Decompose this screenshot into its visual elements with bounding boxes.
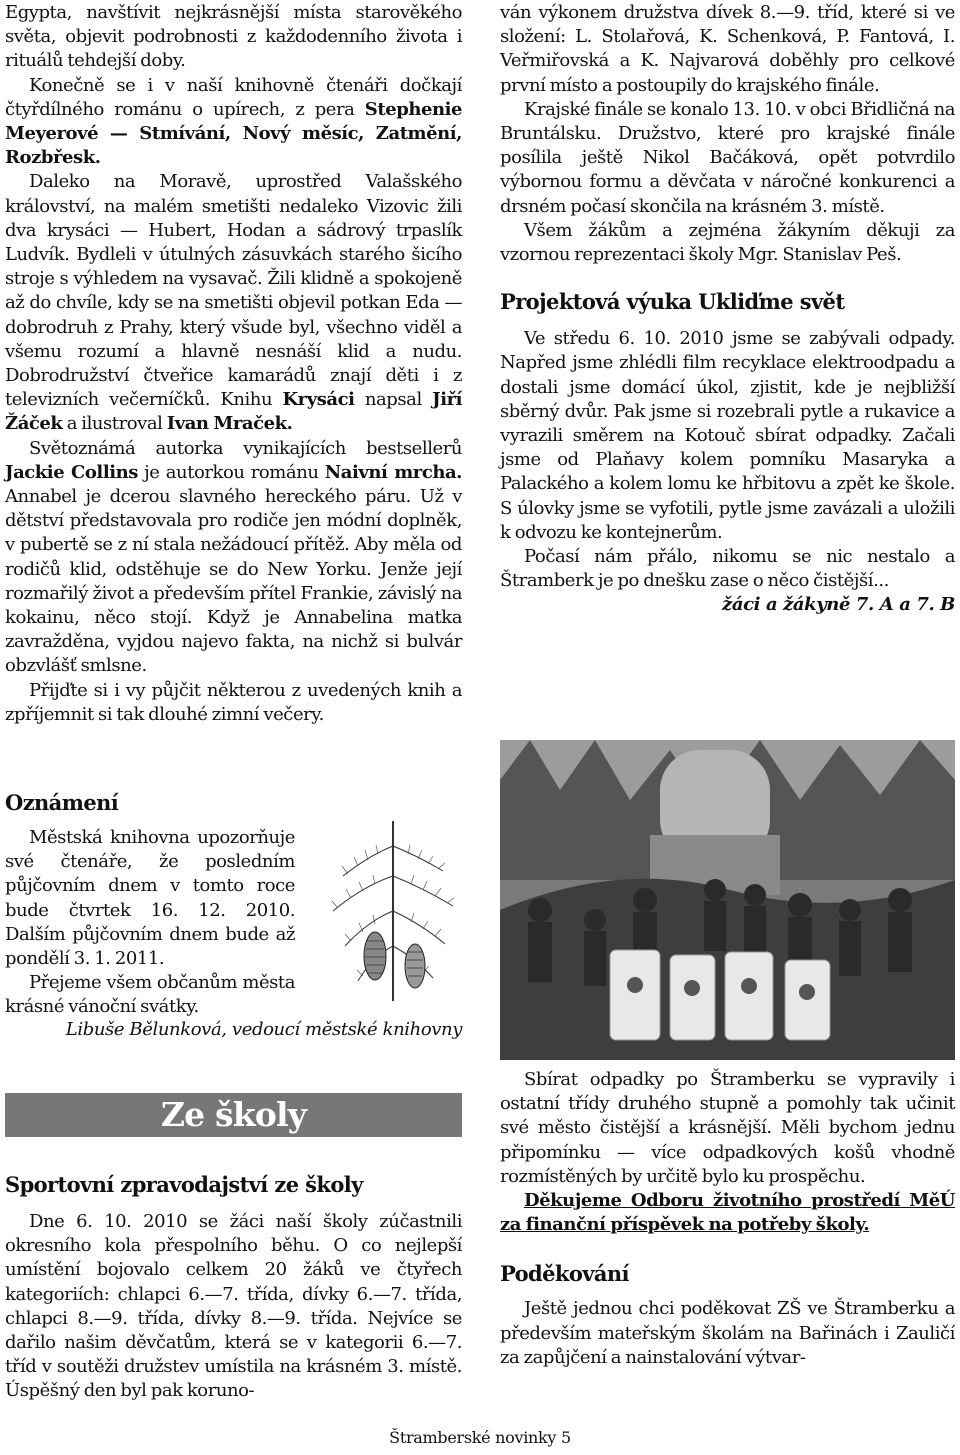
library-p3-text-3: Annabel je dcerou slavného hereckého páru. Už v dětství představovala pro rodiče jen módní doplněk, v pubertě se z ní stala nežádoucí přítěž. Aby měla od rodičů klid, odstěhuje se do New Yorku. Jenže její rozmařilý život a především přítel Frankie, závislý na kokainu, něco stojí. Když je Annabelina matka zavražděna, vyjdou najevo fakta, na nichž si bulvár obzvlášť smlsne.: [5, 486, 462, 677]
library-p2-text-3: a ilustroval: [62, 413, 167, 435]
sport-section: [5, 1172, 462, 1404]
project-paragraph-1: Ve středu 6. 10. 2010 jsme se zabývali odpady. Napřed jsme zhlédli film recyklace elektroodpadu a dostali jsme domácí úkol, zjistit, kde je nejbližší sběrný dvůr. Pak jsme si rozebrali pytle a rukavice a vyrazili směrem na Kotouč sbírat odpadky. Začali jsme od Plaňavy kolem pomníku Masaryka a Palackého a kolem lomu ke hřbitovu a zpět ke škole. S úlovky jsme se vyfotili, pytle jsme zavázali a uložili k odvozu ke kontejnerům.: [500, 328, 955, 543]
library-paragraph-4: Přijďte si i vy půjčit některou z uvedených knih a zpříjemnit si tak dlouhé zimní večery.: [5, 679, 462, 725]
library-p1-text: Konečně se i v naší knihovně čtenáři dočkají čtyřdílného románu o upírech, z pera: [5, 74, 462, 120]
illustrator-name-mracek: Ivan Mraček.: [166, 413, 293, 435]
sport-heading: Sportovní zpravodajství ze školy: [5, 1172, 363, 1197]
project-signature-text: žáci a žákyně 7. A a 7. B: [722, 594, 955, 616]
page-footer: Štramberské novinky 5: [389, 1428, 571, 1447]
author-name-collins: Jackie Collins: [5, 461, 138, 483]
notice-paragraph-1: Městská knihovna upozorňuje své čtenáře, že posledním půjčovním dnem v tomto roce bude čtvrtek 16. 12. 2010. Dalším půjčovním dnem bude až pondělí 3. 1. 2011.: [5, 827, 295, 970]
notice-body: [5, 826, 295, 1020]
project-signature: [500, 593, 955, 617]
notice-heading: Oznámení: [5, 790, 119, 815]
library-p1-titles: Stephenie Meyerové — Stmívání, Nový měsíc, Zatmění, Rozbřesk.: [5, 98, 462, 169]
project-thanks-note: Děkujeme Odboru životního prostředí MěÚ za finanční příspěvek na potřeby školy.: [500, 1190, 955, 1236]
library-paragraph-2: [5, 170, 462, 436]
project-heading: Projektová výuka Ukliďme svět: [500, 289, 845, 315]
notice-signature: Libuše Bělunková, vedoucí městské knihovny: [65, 1019, 462, 1040]
author-name-zacek: Jiří Žáček: [5, 389, 463, 435]
sport-paragraph-2: Krajské finále se konalo 13. 10. v obci Břidličná na Bruntálsku. Družstvo, které pro krajské finále posílila ještě Nikol Bačáková, opět potvrdilo výbornou formu a děvčata v náročné konkurenci a drsném počasí skončila na krásném 3. místě.: [500, 98, 955, 217]
book-title-krysaci: Krysáci: [282, 389, 355, 411]
project-paragraph-3: Sbírat odpadky po Štramberku se vypravily i ostatní třídy druhého stupně a pomohly tak učinit své město čistější a krásnější. Měli bychom jednu připomínku — více odpadkových košů vhodně rozmístěných by určitě bylo ku prospěchu.: [500, 1069, 955, 1187]
thanks-heading: Poděkování: [500, 1261, 629, 1287]
group-photo: [500, 740, 955, 1060]
book-title-naivni-mrcha: Naivní mrcha.: [324, 461, 462, 483]
sport-paragraph-1: Dne 6. 10. 2010 se žáci naší školy zúčastnili okresního kola přespolního běhu. O co nejlepší umístění bojovalo celkem 20 žáků ve čtyřech kategoriích: chlapci 6.—7. třída, dívky 6.—7. třída, chlapci 8.—9. třída, dívky 8.—9. třída. Nejvíce se dařilo našim děvčatům, která se v kategorii 6.—7. tříd v soutěži družstev umístila na krásném 3. místě. Úspěšný den byl pak koruno-: [5, 1211, 462, 1402]
library-p2-text-2: napsal: [354, 389, 433, 411]
library-p3-text: Světoznámá autorka vynikajících bestsellerů: [29, 437, 462, 459]
right-column: [500, 0, 955, 617]
left-column: [5, 0, 462, 727]
library-p3-text-2: je autorkou románu: [137, 461, 325, 483]
library-paragraph-1: [5, 74, 462, 171]
notice-section: [5, 790, 462, 1040]
library-paragraph-0: Egypta, navštívit nejkrásnější místa starověkého světa, objevit podrobnosti z každodenního života i rituálů tehdejší doby.: [5, 2, 462, 72]
right-bottom-column: [500, 1068, 955, 1370]
project-paragraph-2: Počasí nám přálo, nikomu se nic nestalo a Štramberk je po dnešku zase o něco čistější...: [500, 546, 955, 592]
school-banner-title: Ze školy: [160, 1095, 307, 1134]
sport-paragraph-3: Všem žákům a zejména žákyním děkuji za vzornou reprezentaci školy Mgr. Stanislav Peš.: [500, 219, 955, 266]
thanks-paragraph-1: Ještě jednou chci poděkovat ZŠ ve Štramberku a především mateřským školám na Bařinách i Zauličí za zapůjčení a nainstalování výtvar-: [500, 1298, 955, 1368]
library-paragraph-3: [5, 437, 462, 679]
school-section-banner: [5, 1093, 462, 1137]
group-photo-image: [500, 740, 955, 1060]
notice-paragraph-2: Přejeme všem občanům města krásné vánoční svátky.: [5, 972, 295, 1018]
sport-paragraph-1-continued: ván výkonem družstva dívek 8.—9. tříd, které si ve složení: L. Stolařová, K. Schenková, P. Fantová, I. Veřmiřovská a K. Najvarová doběhly pro celkové první místo a postoupily do krajského finále.: [500, 2, 955, 96]
library-p2-text: Daleko na Moravě, uprostřed Valašského království, na malém smetišti nedaleko Vizovic žili dva krysáci — Hubert, Hodan a sádrový trpaslík Ludvík. Bydleli v útulných zásuvkách starého šicího stroje s výhledem na vysavač. Žili klidně a spokojeně až do chvíle, kdy se na smetišti objevil potkan Eda — dobrodruh z Prahy, který všude byl, všechno viděl a všemu rozumí a hlavně nesnáší klid a nudu. Dobrodružství čtveřice kamarádů znají děti i z televizních večerníčků. Knihu: [5, 171, 462, 411]
christmas-branch-illustration: [323, 816, 463, 1006]
